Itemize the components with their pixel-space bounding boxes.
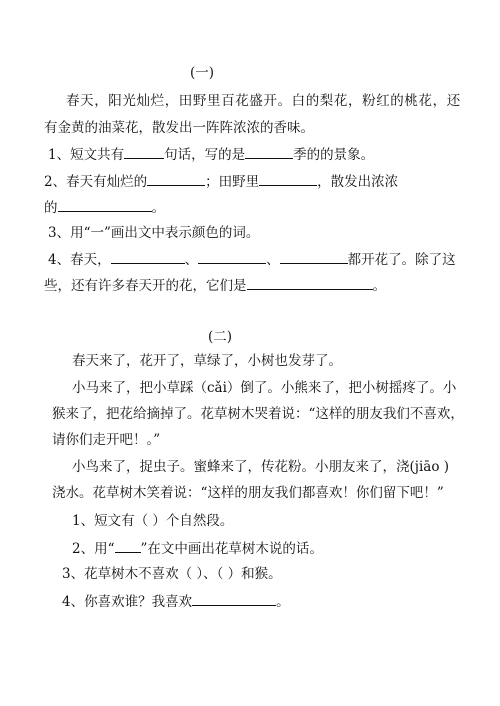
- q2-2-line-sample: [115, 539, 141, 553]
- question-1-2: [44, 172, 398, 191]
- q2-2-text-a: 2、用“: [72, 541, 115, 557]
- q2-4-text-a: 4、你喜欢谁？我喜欢: [62, 594, 193, 610]
- q2-2-text-b: ”在文中画出花草树木说的话。: [140, 541, 323, 557]
- question-2-2: [72, 539, 323, 558]
- question-1-4-cont: [44, 276, 386, 295]
- question-2-3: 3、花草树木不喜欢（ ）、（ ）和猴。: [62, 566, 282, 582]
- q2-text-d: 的: [44, 200, 58, 216]
- passage-2-para-2-line-3: 请你们走开吧！。”: [52, 432, 161, 448]
- q4-sep-2: 、: [266, 252, 280, 268]
- q1-text-b: 句话，写的是: [164, 147, 246, 163]
- question-2-1: 1、短文有（ ）个自然段。: [72, 513, 234, 529]
- q2-text-a: 2、春天有灿烂的: [44, 174, 148, 190]
- q4-blank-4[interactable]: [247, 276, 373, 290]
- q4-blank-3[interactable]: [280, 250, 348, 264]
- q2-text-e: 。: [151, 200, 165, 216]
- question-1-1: [48, 145, 374, 164]
- q4-sep-1: 、: [184, 252, 199, 268]
- passage-2-para-2-line-1: 小马来了，把小草踩（cǎi）倒了。小熊来了，把小树摇疼了。小: [72, 380, 457, 396]
- q1-text-a: 1、短文共有: [48, 147, 125, 163]
- q4-text-b: 都开花了。除了这: [347, 252, 456, 268]
- passage-1-line-1: 春天，阳光灿烂，田野里百花盛开。白的梨花，粉红的桃花，还: [66, 93, 461, 109]
- q2-4-text-b: 。: [276, 594, 290, 610]
- passage-2-para-3-line-2: 浇水。花草树木笑着说：“这样的朋友我们都喜欢！你们留下吧！”: [52, 485, 444, 501]
- passage-2-para-2-line-2: 猴来了，把花给摘掉了。花草树木哭着说：“这样的朋友我们不喜欢，: [52, 406, 464, 422]
- section-2-heading: (二): [208, 329, 233, 345]
- q2-4-blank[interactable]: [192, 592, 276, 606]
- q1-blank-count[interactable]: [124, 145, 164, 159]
- q2-blank-2[interactable]: [259, 172, 317, 186]
- passage-1-line-2: 有金黄的油菜花，散发出一阵阵浓浓的香味。: [44, 120, 314, 136]
- question-1-2-cont: [44, 198, 165, 217]
- q4-text-c: 些，还有许多春天开的花，它们是: [44, 278, 247, 294]
- q2-text-b: ；田野里: [205, 174, 260, 190]
- q1-blank-season[interactable]: [245, 145, 293, 159]
- q2-blank-3[interactable]: [58, 198, 152, 212]
- q4-text-a: 4、春天，: [48, 252, 111, 268]
- passage-2-para-1: 春天来了，花开了，草绿了，小树也发芽了。: [72, 353, 342, 369]
- question-2-4: [62, 592, 290, 611]
- q2-blank-1[interactable]: [147, 172, 205, 186]
- q4-text-d: 。: [372, 278, 386, 294]
- question-1-3: 3、用“一”画出文中表示颜色的词。: [48, 225, 260, 241]
- section-1-heading: (一): [190, 65, 215, 81]
- q4-blank-2[interactable]: [198, 250, 266, 264]
- question-1-4: [48, 250, 456, 269]
- q2-text-c: ，散发出浓浓: [317, 174, 399, 190]
- q1-text-c: 季的的景象。: [293, 147, 375, 163]
- q4-blank-1[interactable]: [111, 250, 185, 264]
- passage-2-para-3-line-1: 小鸟来了，捉虫子。蜜蜂来了，传花粉。小朋友来了，浇(jiāo ): [72, 459, 450, 475]
